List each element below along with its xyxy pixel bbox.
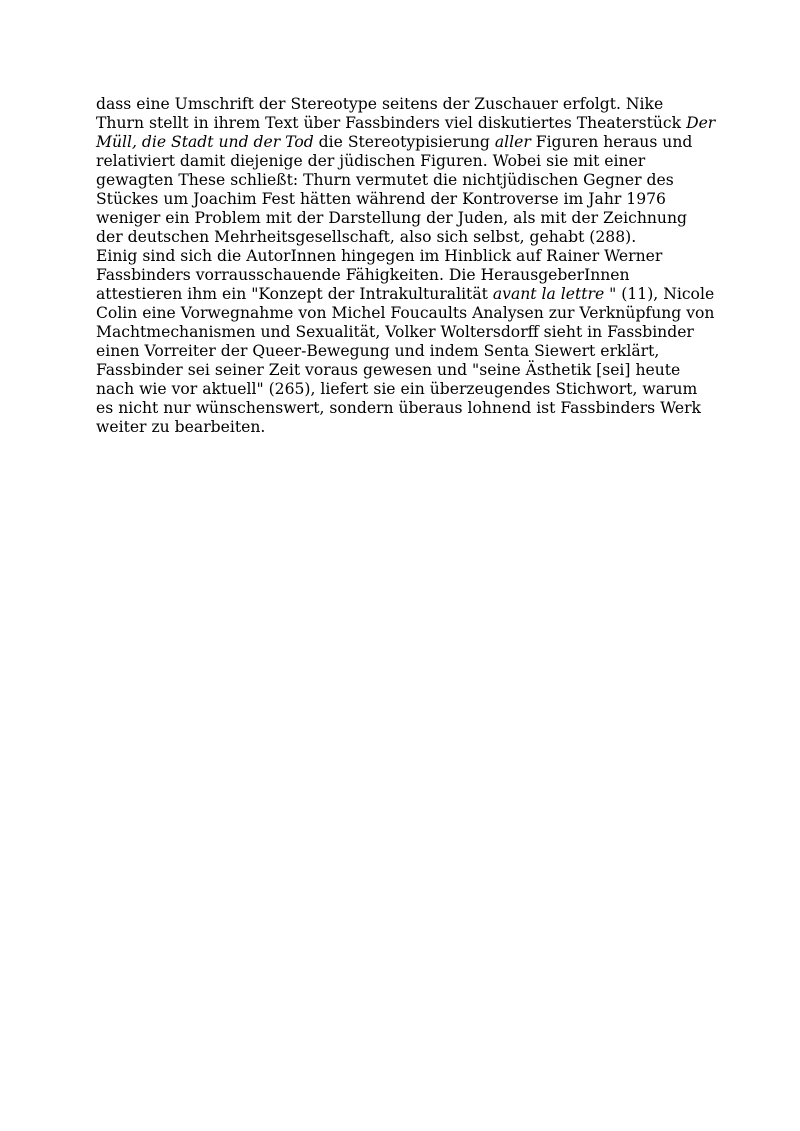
paragraph-2-text-b: " (11), Nicole Colin eine Vorwegnahme von Michel Foucaults Analysen zur Verknüpfung von Machtmechanismen und Sexualität, Volker Woltersdorff sieht in Fassbinder einen Vorreiter der Queer-Bewegung und indem Senta Siewert erklärt, Fassbinder sei seiner Zeit voraus gewesen und "seine Ästhetik [sei] heute nach wie vor aktuell" (265), liefert sie ein überzeugendes Stichwort, warum es nicht nur wünschenswert, sondern überaus lohnend ist Fassbinders Werk weiter zu bearbeiten. [96, 285, 715, 436]
paragraph-1-text-c: Figuren heraus und relativiert damit diejenige der jüdischen Figuren. Wobei sie mit einer gewagten These schließt: Thurn vermutet die nichtjüdischen Gegner des Stückes um Joachim Fest hätten während der Kontroverse im Jahr 1976 weniger ein Problem mit der Darstellung der Juden, als mit der Zeichnung der deutschen Mehrheitsgesellschaft, also sich selbst, gehabt (288). [96, 133, 693, 246]
emphasis-aller: aller [494, 133, 531, 151]
paragraph-1-text-a: dass eine Umschrift der Stereotype seitens der Zuschauer erfolgt. Nike Thurn stellt in ihrem Text über Fassbinders viel diskutiertes Theaterstück [96, 95, 687, 132]
paragraph-1-text-b: die Stereotypisierung [313, 133, 495, 151]
paragraph-2 [96, 247, 716, 437]
play-title: Der Müll, die Stadt und der Tod [96, 114, 716, 151]
paragraph-2-text-a: Einig sind sich die AutorInnen hingegen im Hinblick auf Rainer Werner Fassbinders vorrausschauende Fähigkeiten. Die HerausgeberInnen attestieren ihm ein "Konzept der Intrakulturalität [96, 247, 663, 303]
body-text [96, 95, 716, 437]
paragraph-1 [96, 95, 716, 247]
emphasis-avant-la-lettre: avant la lettre [492, 285, 605, 303]
